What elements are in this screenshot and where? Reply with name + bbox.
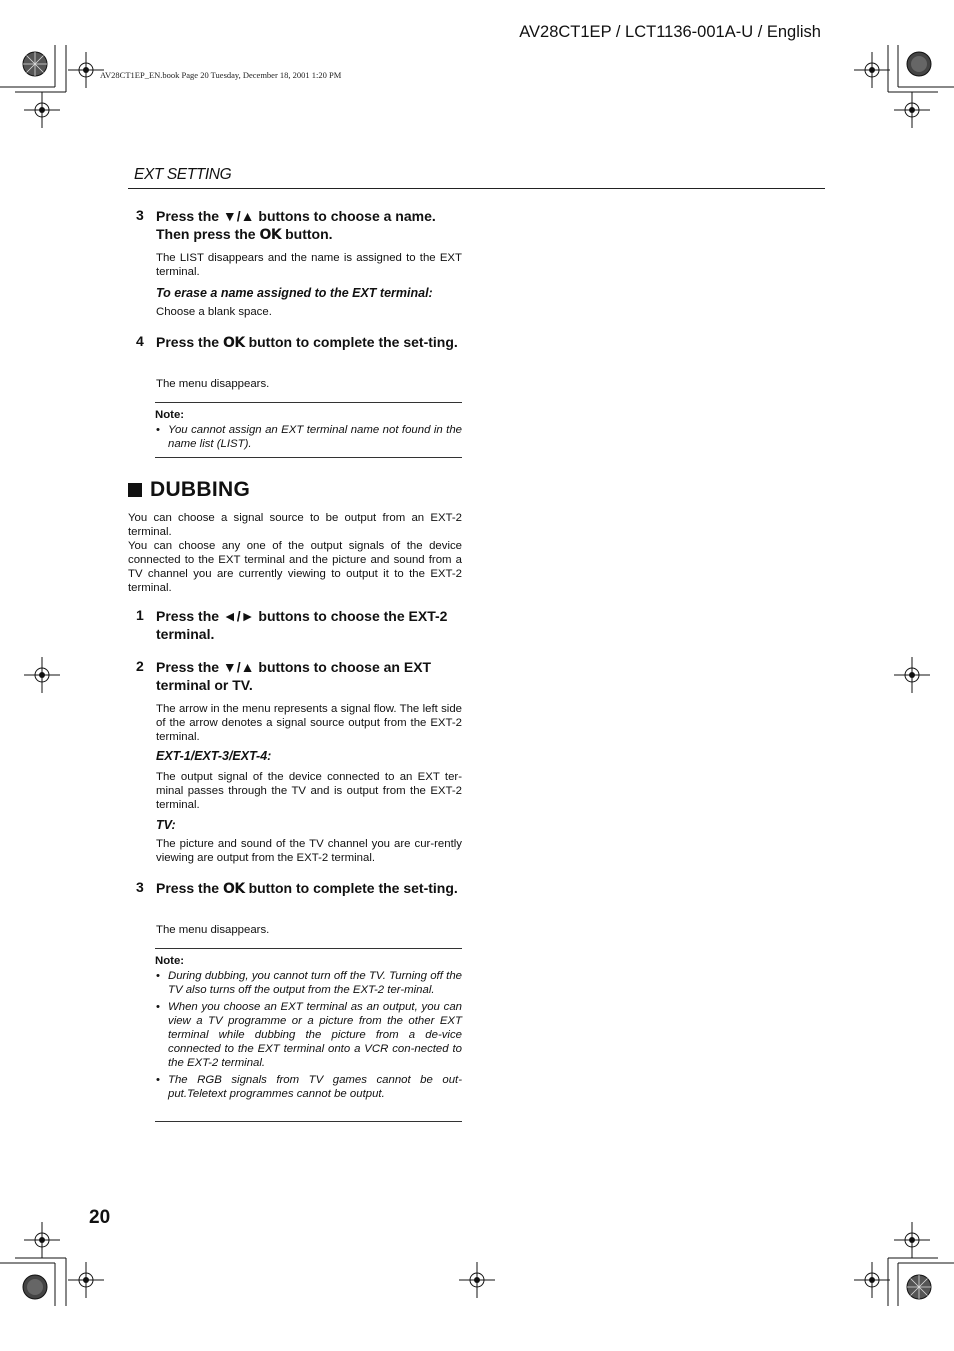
note-label: Note:: [155, 955, 185, 967]
registration-crosshair-icon: [894, 92, 930, 128]
book-file-info: AV28CT1EP_EN.book Page 20 Tuesday, December 18, 2001 1:20 PM: [100, 70, 342, 80]
ext-terminals-description: The output signal of the device connected to an EXT ter-minal passes through the TV and is output from the EXT-2 terminal.: [156, 771, 462, 811]
registration-crosshair-icon: [894, 1222, 930, 1258]
note-item: • The RGB signals from TV games cannot be out-put.Teletext programmes cannot be output.: [156, 1074, 462, 1100]
step-number: 3: [136, 879, 144, 895]
registration-crosshair-icon: [24, 92, 60, 128]
registration-crosshair-icon: [68, 1262, 104, 1298]
dubbing-step-2-description: The arrow in the menu represents a signal flow. The left side of the arrow denotes a signal source output from the EXT-2 terminal.: [156, 703, 462, 743]
document-reference: AV28CT1EP / LCT1136-001A-U / English: [519, 23, 821, 41]
registration-target-icon: [906, 1274, 932, 1300]
note-item: • During dubbing, you cannot turn off the TV. Turning off the TV also turns off the output from the EXT-2 ter-minal.: [156, 970, 462, 996]
step-number: 4: [136, 333, 144, 349]
step-number: 1: [136, 607, 144, 623]
ext-step-3-description: The LIST disappears and the name is assigned to the EXT terminal.: [156, 252, 462, 278]
step-number: 2: [136, 658, 144, 674]
registration-crosshair-icon: [24, 657, 60, 693]
note-label: Note:: [155, 409, 185, 421]
ext-terminals-heading: EXT-1/EXT-3/EXT-4:: [156, 749, 272, 763]
ok-button-icon: OK: [222, 881, 245, 897]
registration-target-icon: [906, 51, 932, 77]
ok-button-icon: OK: [259, 227, 282, 243]
step-title: Press the ▼/▲ buttons to choose a name. Then press the OK button.: [156, 208, 436, 243]
page-number: 20: [89, 1207, 111, 1228]
registration-crosshair-icon: [854, 52, 890, 88]
ok-button-icon: OK: [222, 335, 245, 351]
dubbing-intro: You can choose a signal source to be output from an EXT-2 terminal.: [128, 512, 462, 538]
dubbing-heading: DUBBING: [128, 478, 250, 502]
note-item: • When you choose an EXT terminal as an output, you can view a TV programme or a picture from the other EXT terminal while dubbing the picture from a de-vice connected to the EXT terminal onto a VCR con-nected to the EXT-2 terminal.: [156, 1001, 462, 1069]
dubbing-step-3-description: The menu disappears.: [156, 924, 270, 936]
dubbing-intro-2: You can choose any one of the output signals of the device connected to the EXT terminal and the picture and sound from a TV channel you are currently viewing to output it to the EXT-2 terminal.: [128, 540, 462, 594]
tv-description: The picture and sound of the TV channel you are cur-rently viewing are output from the EXT-2 terminal.: [156, 838, 462, 864]
registration-target-icon: [22, 1274, 48, 1300]
section-label: EXT SETTING: [134, 166, 232, 183]
registration-target-icon: [22, 51, 48, 77]
registration-crosshair-icon: [894, 657, 930, 693]
step-title: Press the ▼/▲ buttons to choose an EXT terminal or TV.: [156, 659, 432, 693]
registration-crosshair-icon: [854, 1262, 890, 1298]
step-number: 3: [136, 207, 144, 223]
registration-crosshair-icon: [24, 1222, 60, 1258]
tv-heading: TV:: [156, 818, 176, 832]
note-item: • You cannot assign an EXT terminal name not found in the name list (LIST).: [156, 424, 462, 450]
erase-heading: To erase a name assigned to the EXT terminal:: [156, 286, 433, 300]
erase-description: Choose a blank space.: [156, 306, 272, 318]
registration-crosshair-icon: [68, 52, 104, 88]
step-title: Press the ◄/► buttons to choose the EXT-2 terminal.: [156, 608, 448, 642]
step-title: Press the OK button to complete the set-ting.: [156, 334, 458, 351]
registration-crosshair-icon: [459, 1262, 495, 1298]
step-title: Press the OK button to complete the set-ting.: [156, 880, 458, 897]
ext-step-4-description: The menu disappears.: [156, 378, 270, 390]
